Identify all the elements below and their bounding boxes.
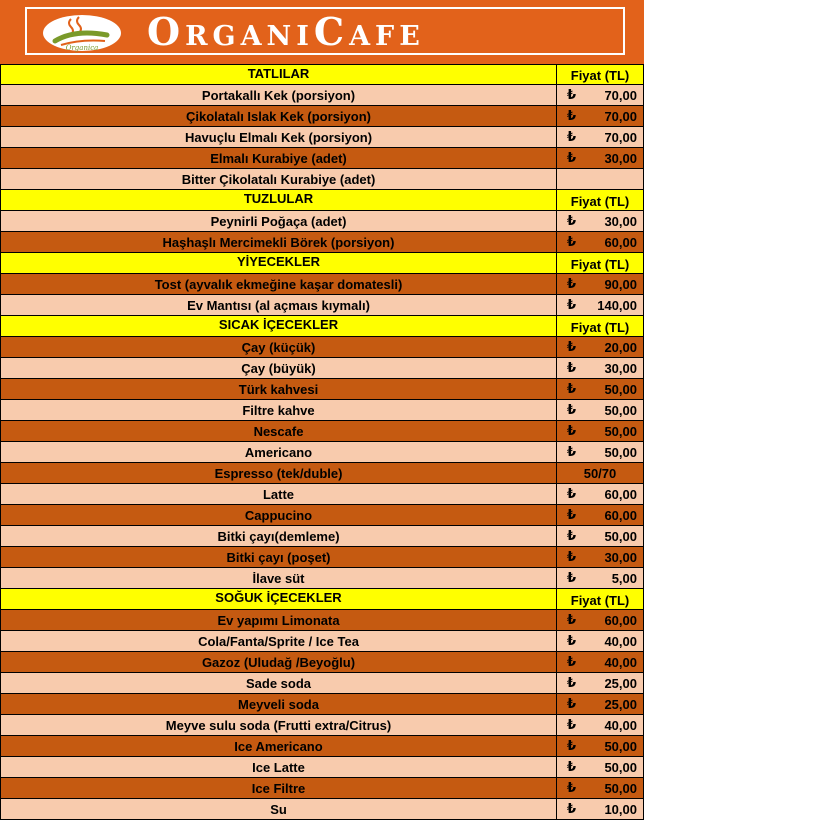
section-header-row <box>0 64 644 85</box>
price-amount: 50,00 <box>604 381 637 397</box>
currency-symbol: ₺ <box>567 570 577 585</box>
menu-item-row <box>0 211 644 232</box>
menu-item-row <box>0 379 644 400</box>
item-name: Tost (ayvalık ekmeğine kaşar domatesli) <box>0 274 557 294</box>
menu-item-row <box>0 757 644 778</box>
currency-symbol: ₺ <box>567 402 577 417</box>
menu-item-row <box>0 526 644 547</box>
section-header-row <box>0 253 644 274</box>
price-amount: 30,00 <box>604 213 637 229</box>
price-amount: 5,00 <box>611 570 637 586</box>
currency-symbol: ₺ <box>567 549 577 564</box>
currency-symbol: ₺ <box>567 129 577 144</box>
price-cell <box>557 358 644 378</box>
item-name: Sade soda <box>0 673 557 693</box>
price-amount: 50,00 <box>604 444 637 460</box>
price-amount: 70,00 <box>604 87 637 103</box>
price-cell <box>557 232 644 252</box>
price-cell <box>557 736 644 756</box>
section-title: SICAK İÇECEKLER <box>0 316 557 336</box>
menu-item-row <box>0 484 644 505</box>
menu-item-row <box>0 463 644 484</box>
currency-symbol: ₺ <box>567 654 577 669</box>
price-amount: 70,00 <box>604 129 637 145</box>
item-name: Filtre kahve <box>0 400 557 420</box>
currency-symbol: ₺ <box>567 444 577 459</box>
item-name: Türk kahvesi <box>0 379 557 399</box>
menu-item-row <box>0 169 644 190</box>
item-name: Gazoz (Uludağ /Beyoğlu) <box>0 652 557 672</box>
price-amount: 50,00 <box>604 759 637 775</box>
currency-symbol: ₺ <box>567 423 577 438</box>
price-cell <box>557 652 644 672</box>
item-name: Ice Americano <box>0 736 557 756</box>
item-name: Bitki çayı(demleme) <box>0 526 557 546</box>
cafe-logo-icon <box>41 13 123 53</box>
price-amount: 50,00 <box>604 528 637 544</box>
price-cell: 50/70 <box>557 463 644 483</box>
currency-symbol: ₺ <box>567 297 577 312</box>
price-cell <box>557 715 644 735</box>
item-name: Meyve sulu soda (Frutti extra/Citrus) <box>0 715 557 735</box>
menu-item-row <box>0 337 644 358</box>
item-name: Americano <box>0 442 557 462</box>
item-name: Portakallı Kek (porsiyon) <box>0 85 557 105</box>
menu-item-row <box>0 736 644 757</box>
menu-item-row <box>0 421 644 442</box>
price-column-header: Fiyat (TL) <box>557 190 644 210</box>
item-name: Latte <box>0 484 557 504</box>
price-amount: 40,00 <box>604 633 637 649</box>
menu-item-row <box>0 442 644 463</box>
section-title: SOĞUK İÇECEKLER <box>0 589 557 609</box>
item-name: Elmalı Kurabiye (adet) <box>0 148 557 168</box>
price-cell <box>557 799 644 819</box>
price-cell <box>557 484 644 504</box>
price-cell <box>557 757 644 777</box>
price-column-header: Fiyat (TL) <box>557 316 644 336</box>
currency-symbol: ₺ <box>567 213 577 228</box>
currency-symbol: ₺ <box>567 339 577 354</box>
menu-item-row <box>0 400 644 421</box>
currency-symbol: ₺ <box>567 696 577 711</box>
price-amount: 25,00 <box>604 696 637 712</box>
menu-item-row <box>0 547 644 568</box>
menu-item-row <box>0 127 644 148</box>
price-amount: 50,00 <box>604 423 637 439</box>
menu-item-row <box>0 274 644 295</box>
currency-symbol: ₺ <box>567 738 577 753</box>
price-cell <box>557 673 644 693</box>
price-amount: 30,00 <box>604 360 637 376</box>
price-cell <box>557 106 644 126</box>
price-amount: 25,00 <box>604 675 637 691</box>
item-name: Ev yapımı Limonata <box>0 610 557 630</box>
price-amount: 50,00 <box>604 402 637 418</box>
item-name: Ice Latte <box>0 757 557 777</box>
header-banner <box>0 0 644 64</box>
menu-item-row <box>0 505 644 526</box>
price-amount: 30,00 <box>604 549 637 565</box>
currency-symbol: ₺ <box>567 717 577 732</box>
price-amount: 20,00 <box>604 339 637 355</box>
section-header-row <box>0 316 644 337</box>
menu-item-row <box>0 148 644 169</box>
price-amount: 60,00 <box>604 234 637 250</box>
logo-text: Organica <box>65 44 99 52</box>
price-cell <box>557 610 644 630</box>
price-amount: 90,00 <box>604 276 637 292</box>
currency-symbol: ₺ <box>567 108 577 123</box>
price-cell <box>557 694 644 714</box>
currency-symbol: ₺ <box>567 360 577 375</box>
price-cell <box>557 295 644 315</box>
item-name: Cola/Fanta/Sprite / Ice Tea <box>0 631 557 651</box>
currency-symbol: ₺ <box>567 759 577 774</box>
currency-symbol: ₺ <box>567 612 577 627</box>
menu-item-row <box>0 295 644 316</box>
price-amount: 70,00 <box>604 108 637 124</box>
price-cell <box>557 505 644 525</box>
menu-item-row <box>0 694 644 715</box>
currency-symbol: ₺ <box>567 633 577 648</box>
menu-item-row <box>0 715 644 736</box>
item-name: Çay (küçük) <box>0 337 557 357</box>
price-cell <box>557 400 644 420</box>
price-cell <box>557 85 644 105</box>
price-amount: 30,00 <box>604 150 637 166</box>
currency-symbol: ₺ <box>567 801 577 816</box>
item-name: Su <box>0 799 557 819</box>
price-column-header: Fiyat (TL) <box>557 253 644 273</box>
item-name: Cappucino <box>0 505 557 525</box>
price-amount: 40,00 <box>604 717 637 733</box>
price-cell <box>557 526 644 546</box>
item-name: Çay (büyük) <box>0 358 557 378</box>
item-name: Ev Mantısı (al açmaıs kıymalı) <box>0 295 557 315</box>
currency-symbol: ₺ <box>567 486 577 501</box>
menu-item-row <box>0 106 644 127</box>
item-name: İlave süt <box>0 568 557 588</box>
menu-item-row <box>0 799 644 820</box>
price-cell <box>557 778 644 798</box>
currency-symbol: ₺ <box>567 528 577 543</box>
price-cell <box>557 631 644 651</box>
currency-symbol: ₺ <box>567 381 577 396</box>
currency-symbol: ₺ <box>567 234 577 249</box>
item-name: Ice Filtre <box>0 778 557 798</box>
price-cell <box>557 379 644 399</box>
currency-symbol: ₺ <box>567 150 577 165</box>
item-name: Espresso (tek/duble) <box>0 463 557 483</box>
price-amount: 60,00 <box>604 612 637 628</box>
section-title: TATLILAR <box>0 65 557 84</box>
currency-symbol: ₺ <box>567 276 577 291</box>
menu-item-row <box>0 232 644 253</box>
currency-symbol: ₺ <box>567 675 577 690</box>
section-header-row <box>0 589 644 610</box>
price-cell <box>557 274 644 294</box>
menu-item-row <box>0 85 644 106</box>
section-title: YİYECEKLER <box>0 253 557 273</box>
currency-symbol: ₺ <box>567 87 577 102</box>
menu-item-row <box>0 568 644 589</box>
menu-item-row <box>0 631 644 652</box>
menu-item-row <box>0 610 644 631</box>
price-cell <box>557 127 644 147</box>
price-cell <box>557 211 644 231</box>
currency-symbol: ₺ <box>567 507 577 522</box>
price-amount: 10,00 <box>604 801 637 817</box>
price-column-header: Fiyat (TL) <box>557 589 644 609</box>
price-amount: 50,00 <box>604 738 637 754</box>
brand-title: OrganiCafe <box>147 9 425 54</box>
price-amount: 60,00 <box>604 507 637 523</box>
section-header-row <box>0 190 644 211</box>
section-title: TUZLULAR <box>0 190 557 210</box>
price-cell <box>557 442 644 462</box>
price-amount: 50,00 <box>604 780 637 796</box>
currency-symbol: ₺ <box>567 780 577 795</box>
price-amount: 40,00 <box>604 654 637 670</box>
price-cell <box>557 148 644 168</box>
menu-item-row <box>0 358 644 379</box>
price-cell <box>557 421 644 441</box>
item-name: Havuçlu Elmalı Kek (porsiyon) <box>0 127 557 147</box>
item-name: Meyveli soda <box>0 694 557 714</box>
item-name: Nescafe <box>0 421 557 441</box>
item-name: Haşhaşlı Mercimekli Börek (porsiyon) <box>0 232 557 252</box>
item-name: Çikolatalı Islak Kek (porsiyon) <box>0 106 557 126</box>
menu-table <box>0 64 644 820</box>
menu-item-row <box>0 673 644 694</box>
item-name: Bitter Çikolatalı Kurabiye (adet) <box>0 169 557 189</box>
price-cell <box>557 568 644 588</box>
price-amount: 140,00 <box>597 297 637 313</box>
item-name: Bitki çayı (poşet) <box>0 547 557 567</box>
price-column-header: Fiyat (TL) <box>557 65 644 84</box>
item-name: Peynirli Poğaça (adet) <box>0 211 557 231</box>
price-cell <box>557 547 644 567</box>
price-cell <box>557 337 644 357</box>
menu-item-row <box>0 778 644 799</box>
price-cell <box>557 169 644 189</box>
menu-item-row <box>0 652 644 673</box>
banner-frame <box>25 7 625 55</box>
price-amount: 60,00 <box>604 486 637 502</box>
